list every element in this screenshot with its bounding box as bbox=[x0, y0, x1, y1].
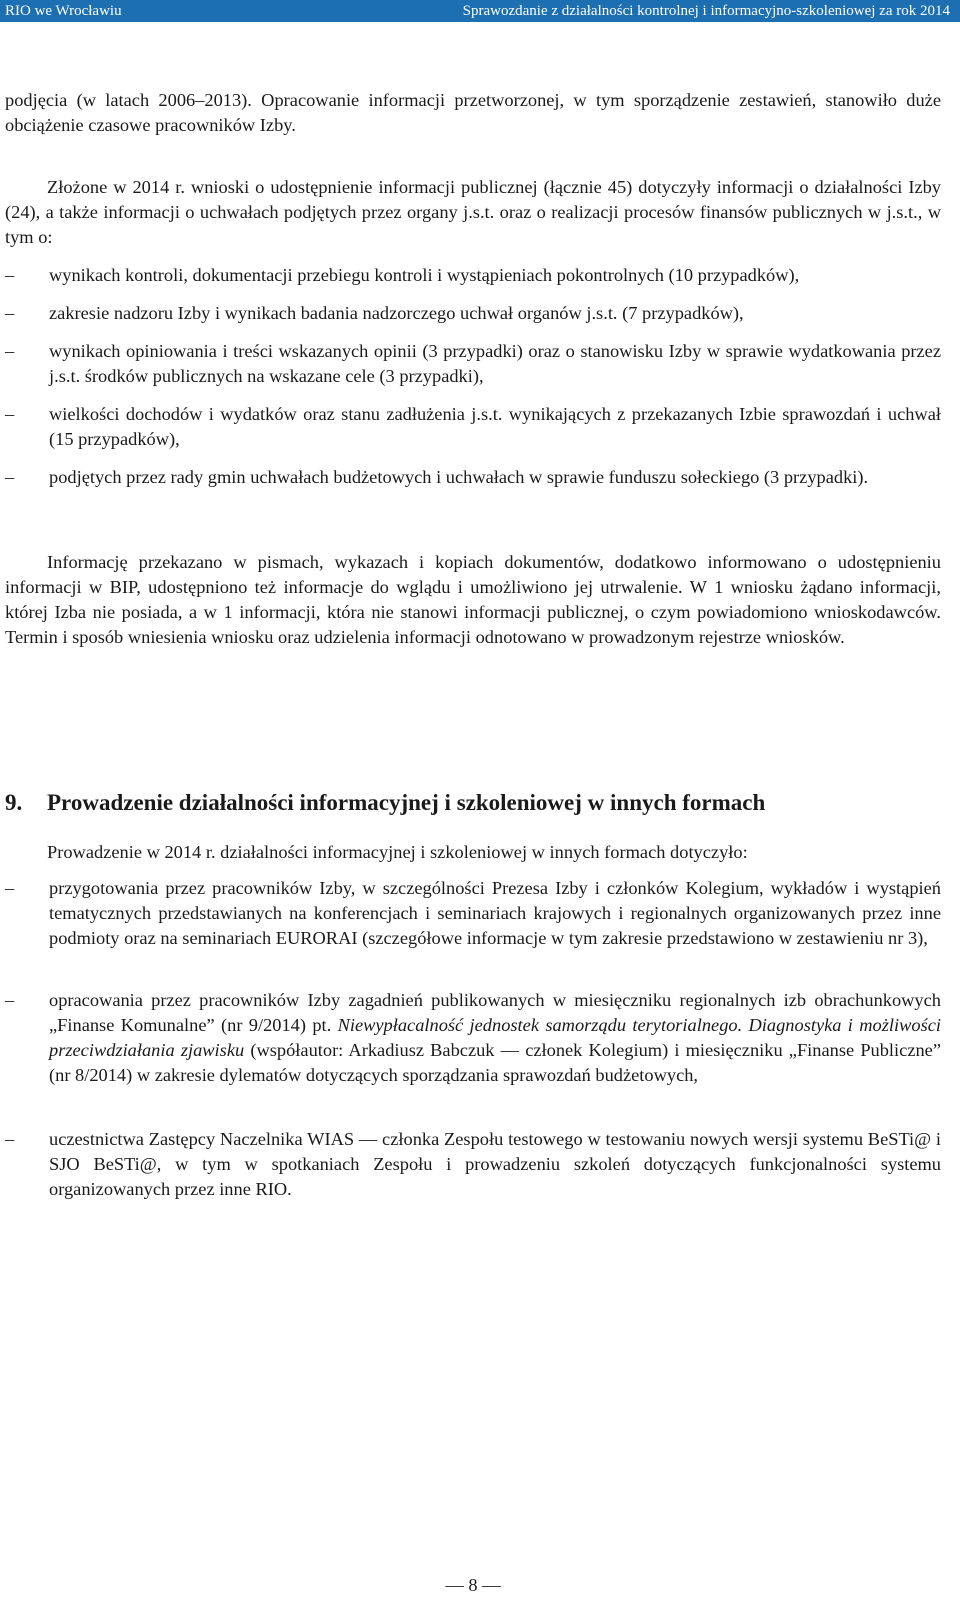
list-item-text: podjętych przez rady gmin uchwałach budżetowych i uchwałach w sprawie funduszu sołeckiego (3 przypadki). bbox=[49, 467, 869, 487]
dash-bullet: – bbox=[5, 265, 15, 285]
list-item-text: wynikach opiniowania i treści wskazanych opinii (3 przypadki) oraz o stanowisku Izby w sprawie wydatkowania przez j.s.t. środków publicznych na wskazane cele (3 przypadki), bbox=[49, 341, 941, 386]
dash-bullet: – bbox=[5, 1129, 15, 1149]
header-report-title: Sprawozdanie z działalności kontrolnej i informacyjno-szkoleniowej za rok 2014 bbox=[462, 3, 950, 19]
section-number: 9. bbox=[5, 790, 23, 815]
info-paragraph: Informację przekazano w pismach, wykazach i kopiach dokumentów, dodatkowo informowano o udostępnieniu informacji w BIP, udostępniono też informacje do wglądu i umożliwiono jej utrwalenie. W 1 wniosku żądano informacji, której Izba nie posiada, a w 1 informacji, która nie stanowi informacji publicznej, o czym powiadomiono wnioskodawców. Termin i sposób wniesienia wniosku oraz udzielenia informacji odnotowano w prowadzonym rejestrze wniosków. bbox=[5, 552, 941, 647]
list-item bbox=[5, 301, 941, 326]
running-header bbox=[0, 0, 960, 22]
list-item bbox=[5, 988, 941, 1088]
list-item-text: uczestnictwa Zastępcy Naczelnika WIAS — członka Zespołu testowego w testowaniu nowych wersji systemu BeSTi@ i SJO BeSTi@, w tym w spotkaniach Zespołu i prowadzeniu szkoleń dotyczących funkcjonalności systemu organizowanych przez inne RIO. bbox=[49, 1129, 941, 1199]
list-item-text bbox=[49, 988, 941, 1088]
section-intro: Prowadzenie w 2014 r. działalności informacyjnej i szkoleniowej w innych formach dotyczyło: bbox=[47, 842, 748, 862]
list-item bbox=[5, 339, 941, 389]
list-item bbox=[5, 263, 941, 288]
section-title: Prowadzenie działalności informacyjnej i szkoleniowej w innych formach bbox=[47, 790, 766, 815]
dash-bullet: – bbox=[5, 404, 15, 424]
list-item-text: wielkości dochodów i wydatków oraz stanu zadłużenia j.s.t. wynikających z przekazanych Izbie sprawozdań i uchwał (15 przypadków), bbox=[49, 404, 941, 449]
intro-paragraph: podjęcia (w latach 2006‒2013). Opracowanie informacji przetworzonej, w tym sporządzenie zestawień, stanowiło duże obciążenie czasowe pracowników Izby. bbox=[5, 90, 941, 135]
dash-bullet: – bbox=[5, 990, 15, 1010]
publication-title: Niewypłacalność jednostek samorządu terytorialnego. Diagnostyka i możliwości przeciwdziałania zjawisku bbox=[49, 1015, 941, 1060]
header-org-name: RIO we Wrocławiu bbox=[5, 3, 122, 19]
list-item bbox=[5, 465, 941, 490]
publication-details: (współautor: Arkadiusz Babczuk — członek Kolegium) i miesięczniku „Finanse Publiczne” (nr 8/2014) w zakresie dylematów dotyczących sporządzania sprawozdań budżetowych, bbox=[49, 1040, 942, 1085]
list-item-text: wynikach kontroli, dokumentacji przebiegu kontroli i wystąpieniach pokontrolnych (10 przypadków), bbox=[49, 265, 800, 285]
dash-bullet: – bbox=[5, 878, 15, 898]
list-item bbox=[5, 402, 941, 452]
dash-bullet: – bbox=[5, 467, 15, 487]
list-item bbox=[5, 1127, 941, 1202]
list-item-text: zakresie nadzoru Izby i wynikach badania nadzorczego uchwał organów j.s.t. (7 przypadków), bbox=[49, 303, 744, 323]
section-heading bbox=[5, 789, 941, 817]
publication-text: opracowania przez pracowników Izby zagadnień publikowanych w miesięczniku regionalnych izb obrachunkowych „Finanse Komunalne” (nr 9/2014) pt. bbox=[49, 990, 941, 1035]
dash-bullet: – bbox=[5, 341, 15, 361]
requests-paragraph: Złożone w 2014 r. wnioski o udostępnienie informacji publicznej (łącznie 45) dotyczyły informacji o działalności Izby (24), a także informacji o uchwałach podjętych przez organy j.s.t. oraz o realizacji procesów finansów publicznych w j.s.t., w tym o: bbox=[5, 177, 941, 247]
dash-bullet: – bbox=[5, 303, 15, 323]
list-item bbox=[5, 876, 941, 951]
page-number: — 8 — bbox=[445, 1575, 501, 1595]
list-item-text: przygotowania przez pracowników Izby, w szczególności Prezesa Izby i członków Kolegium, wykładów i wystąpień tematycznych przedstawianych na konferencjach i seminariach krajowych i regionalnych organizowanych przez inne podmioty oraz na seminariach EURORAI (szczegółowe informacje w tym zakresie przedstawiono w zestawieniu nr 3), bbox=[49, 878, 941, 948]
